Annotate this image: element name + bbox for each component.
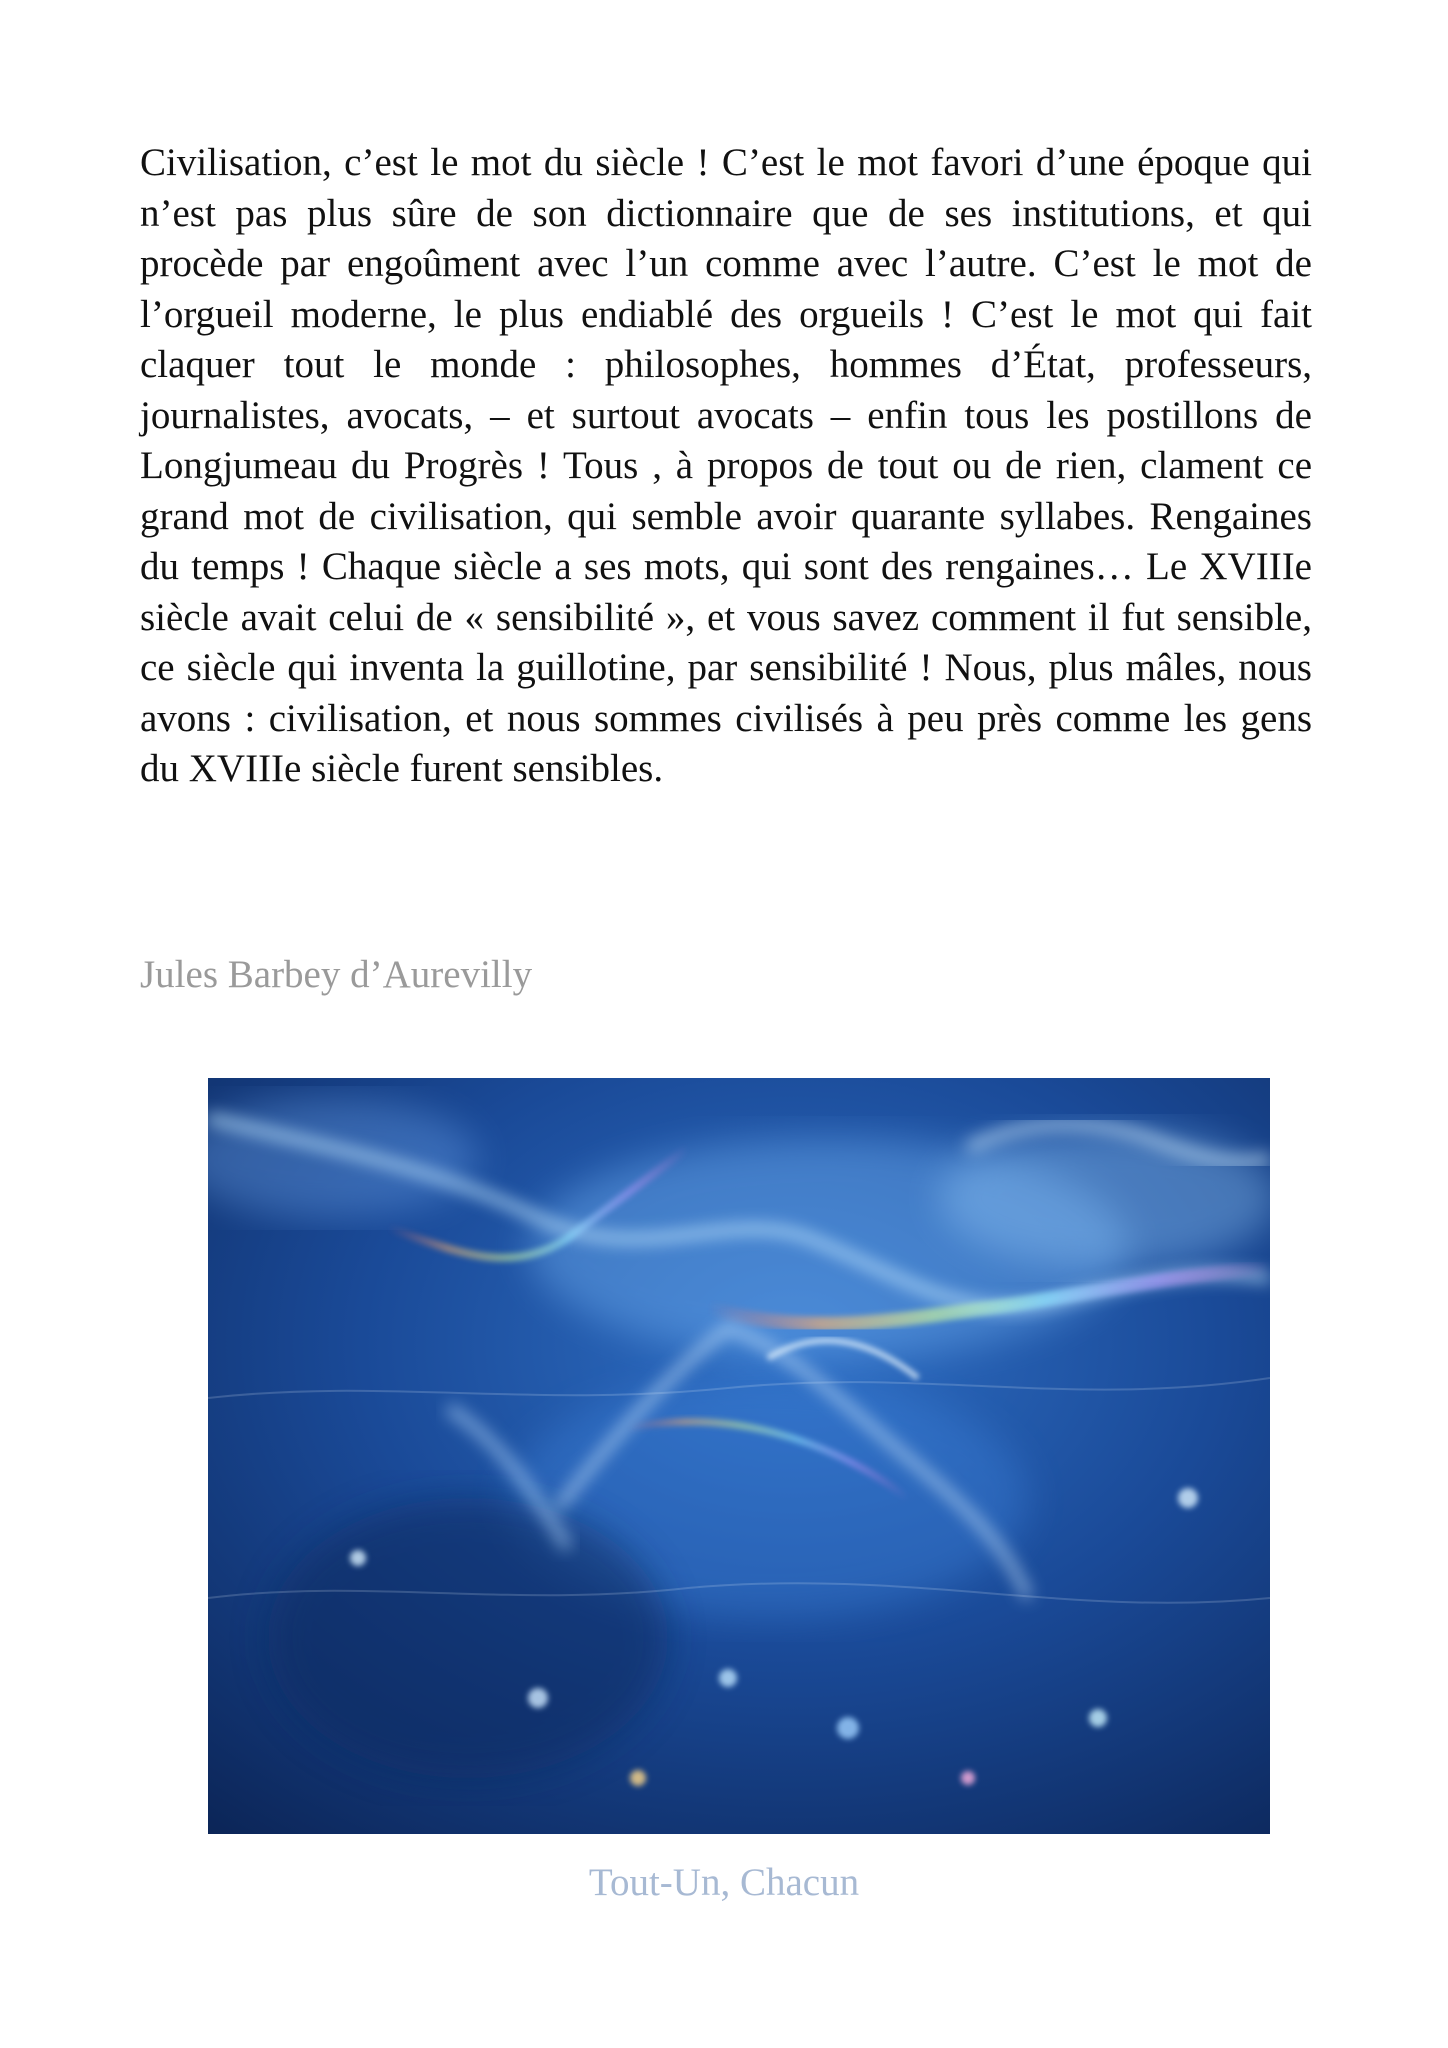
photo-artwork — [208, 1078, 1270, 1834]
quote-paragraph: Civilisation, c’est le mot du siècle ! C’est le mot favori d’une époque qui n’est pas plus sûre de son dictionnaire que de ses institutions, et qui procède par engoûment avec l’un comme avec l’autre. C’est le mot de l’orgueil moderne, le plus endiablé des orgueils ! C’est le mot qui fait claquer tout le monde : philosophes, hommes d’État, professeurs, journalistes, avocats, – et surtout avocats – enfin tous les postillons de Longjumeau du Progrès ! Tous , à propos de tout ou de rien, clament ce grand mot de civilisation, qui semble avoir quarante syllabes. Rengaines du temps ! Chaque siècle a ses mots, qui sont des rengaines… Le XVIIIe siècle avait celui de « sensibilité », et vous savez comment il fut sensible, ce siècle qui inventa la guillotine, par sensibilité ! Nous, plus mâles, nous avons : civilisation, et nous sommes civilisés à peu près comme les gens du XVIIIe siècle furent sensibles. — [140, 141, 1312, 790]
image-caption: Tout-Un, Chacun — [588, 1861, 860, 1904]
abstract-photo — [208, 1078, 1270, 1834]
quote-author: Jules Barbey d’Aurevilly — [140, 953, 533, 996]
